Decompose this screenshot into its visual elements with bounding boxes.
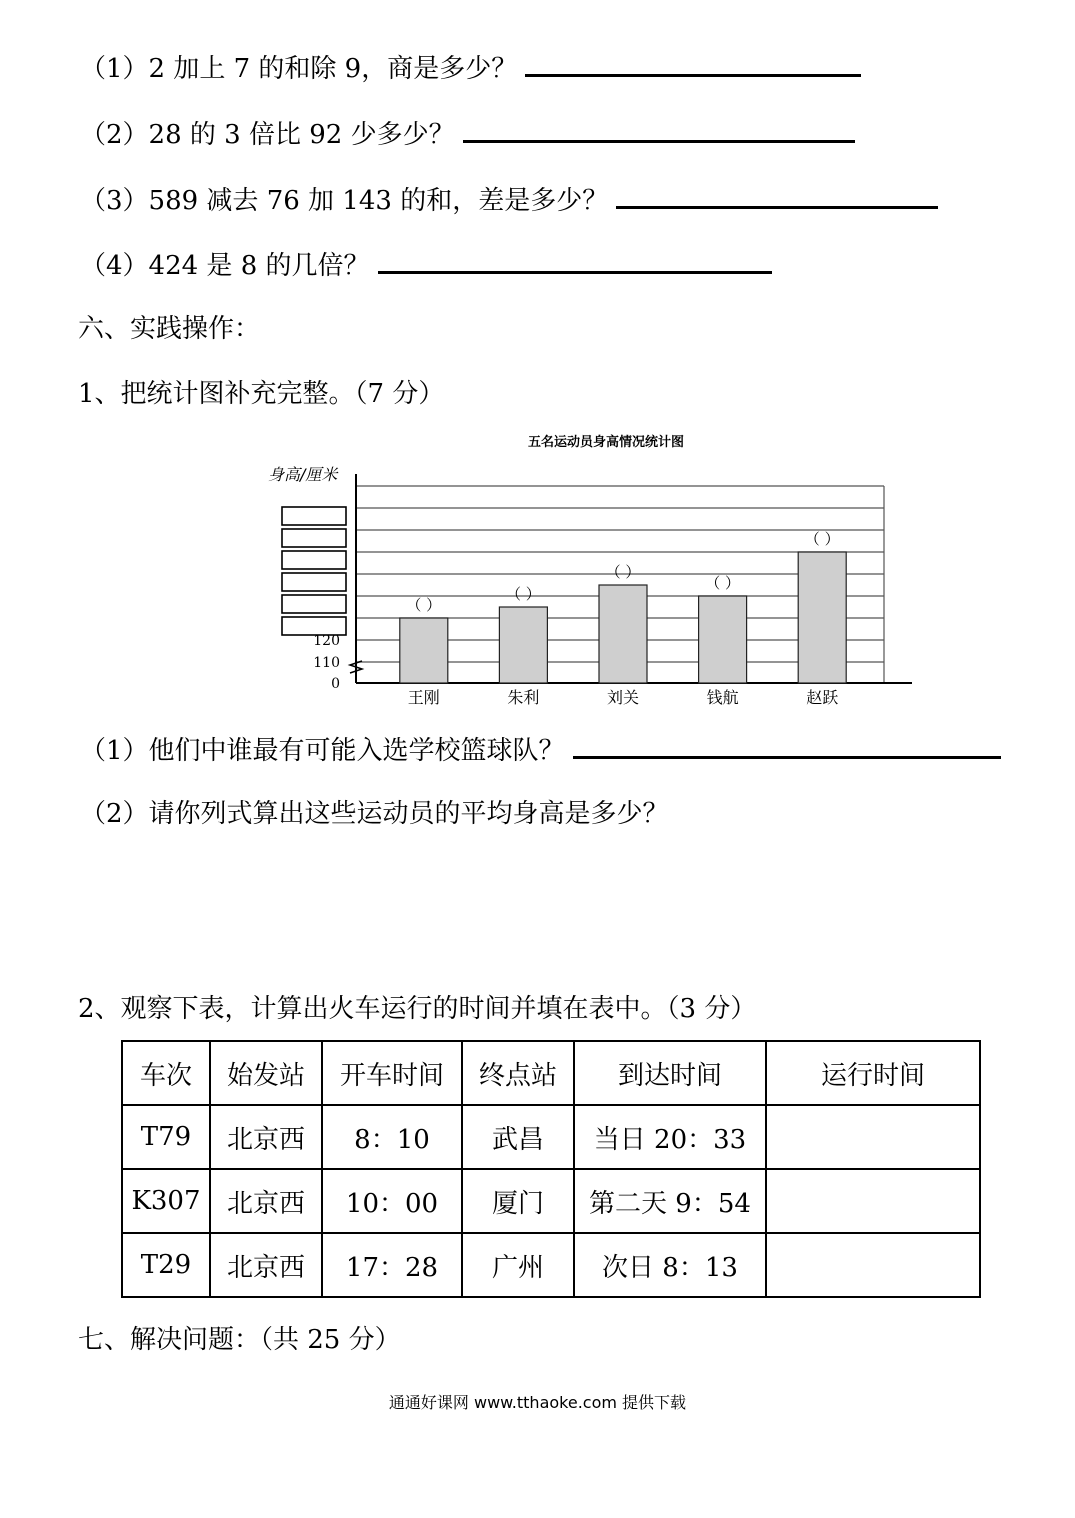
- x-tick-label: 朱利: [507, 688, 540, 707]
- table-header-cell: 终点站: [462, 1041, 574, 1105]
- question-5-4: （4）424 是 8 的几倍？: [80, 245, 772, 284]
- bar-value-blank[interactable]: （ ）: [605, 563, 641, 581]
- y-axis-label: 身高/厘米: [268, 465, 338, 484]
- question-5-1: （1）2 加上 7 的和除 9，商是多少？: [80, 48, 861, 87]
- section-6-title: 六、实践操作：: [78, 314, 261, 344]
- answer-blank[interactable]: [378, 245, 772, 274]
- y-tick-label: 110: [313, 655, 340, 671]
- answer-blank[interactable]: [616, 180, 938, 209]
- bar: [400, 618, 448, 683]
- y-tick-blank-box[interactable]: [282, 573, 346, 591]
- y-tick-label: 120: [313, 633, 340, 649]
- table-cell: 北京西: [210, 1169, 322, 1233]
- chart-question-2: （2）请你列式算出这些运动员的平均身高是多少？: [80, 799, 669, 829]
- x-tick-label: 赵跃: [806, 688, 839, 707]
- height-bar-chart: [236, 426, 916, 710]
- task-2-heading: 2、观察下表，计算出火车运行的时间并填在表中。（3 分）: [78, 994, 757, 1024]
- x-tick-label: 刘关: [606, 688, 640, 707]
- task-1-heading: 1、把统计图补充完整。（7 分）: [78, 379, 445, 409]
- bar: [599, 585, 647, 683]
- table-cell: 北京西: [210, 1233, 322, 1297]
- y-tick-blank-box[interactable]: [282, 551, 346, 569]
- table-cell: T29: [122, 1233, 210, 1297]
- table-cell: 8：10: [322, 1105, 462, 1169]
- x-tick-labels: [408, 688, 838, 707]
- run-time-answer-cell[interactable]: [766, 1233, 980, 1297]
- y-tick-blank-box[interactable]: [282, 529, 346, 547]
- table-header-cell: 开车时间: [322, 1041, 462, 1105]
- table-header-cell: 运行时间: [766, 1041, 980, 1105]
- table-row: [122, 1105, 980, 1169]
- bar: [499, 607, 547, 683]
- table-cell: 北京西: [210, 1105, 322, 1169]
- question-5-3: （3）589 减去 76 加 143 的和，差是多少？: [80, 180, 938, 219]
- bar-value-blank[interactable]: （ ）: [705, 574, 740, 592]
- y-tick-labels: [313, 633, 340, 692]
- table-cell: K307: [122, 1169, 210, 1233]
- answer-blank[interactable]: [525, 48, 861, 77]
- section-7-title: 七、解决问题：（共 25 分）: [78, 1325, 401, 1355]
- chart-question-1: （1）他们中谁最有可能入选学校篮球队？: [80, 730, 1001, 769]
- table-cell: 10：00: [322, 1169, 462, 1233]
- question-5-2: （2）28 的 3 倍比 92 少多少？: [80, 114, 855, 153]
- table-header-row: [122, 1041, 980, 1105]
- table-row: [122, 1169, 980, 1233]
- y-tick-label: 0: [331, 676, 340, 692]
- table-row: [122, 1233, 980, 1297]
- table-cell: 武昌: [462, 1105, 574, 1169]
- page-footer: 通通好课网 www.tthaoke.com 提供下载: [388, 1393, 687, 1412]
- bar-value-blank[interactable]: （ ）: [804, 530, 840, 548]
- table-cell: 17：28: [322, 1233, 462, 1297]
- bar: [699, 596, 747, 683]
- table-cell: 广州: [462, 1233, 574, 1297]
- table-cell: 第二天 9：54: [574, 1169, 766, 1233]
- y-tick-blank-box[interactable]: [282, 507, 346, 525]
- table-cell: T79: [122, 1105, 210, 1169]
- y-tick-boxes: [282, 507, 346, 635]
- table-header-cell: 到达时间: [574, 1041, 766, 1105]
- answer-blank[interactable]: [463, 114, 855, 143]
- y-tick-blank-box[interactable]: [282, 595, 346, 613]
- train-schedule-table: [121, 1040, 981, 1298]
- answer-blank[interactable]: [573, 730, 1001, 759]
- x-tick-label: 王刚: [407, 688, 440, 707]
- table-cell: 当日 20：33: [574, 1105, 766, 1169]
- run-time-answer-cell[interactable]: [766, 1169, 980, 1233]
- table-cell: 厦门: [462, 1169, 574, 1233]
- bar: [798, 552, 846, 683]
- bar-value-blank[interactable]: （ ）: [506, 585, 541, 603]
- table-header-cell: 始发站: [210, 1041, 322, 1105]
- chart-title: 五名运动员身高情况统计图: [527, 435, 685, 450]
- x-tick-label: 钱航: [706, 688, 739, 707]
- table-cell: 次日 8：13: [574, 1233, 766, 1297]
- bar-value-blank[interactable]: （ ）: [406, 596, 442, 614]
- axis-break-mark: [350, 661, 362, 673]
- table-header-cell: 车次: [122, 1041, 210, 1105]
- run-time-answer-cell[interactable]: [766, 1105, 980, 1169]
